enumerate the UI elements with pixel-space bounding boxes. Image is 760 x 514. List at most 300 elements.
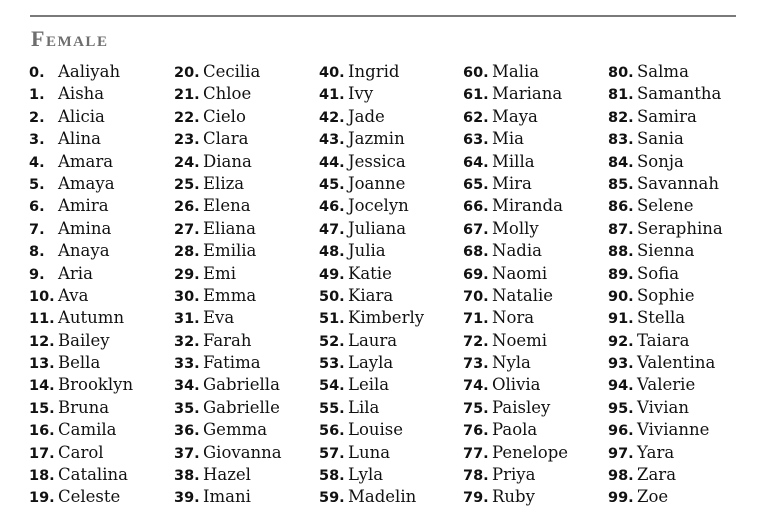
entry-name: Samantha <box>637 84 722 104</box>
list-item <box>608 61 753 83</box>
entry-number: 35. <box>174 400 200 417</box>
entry-number: 21. <box>174 87 200 104</box>
entry-name: Lyla <box>348 465 384 485</box>
name-column-2 <box>174 61 319 509</box>
entry-name: Emma <box>203 285 257 305</box>
entry-name: Gemma <box>203 420 268 440</box>
entry-name: Seraphina <box>637 218 723 238</box>
entry-name: Giovanna <box>203 442 282 462</box>
entry-number: 91. <box>608 311 634 328</box>
entry-name: Amaya <box>58 173 115 193</box>
entry-number: 93. <box>608 356 634 373</box>
list-item <box>319 397 464 419</box>
list-item <box>608 374 753 396</box>
entry-number: 84. <box>608 154 634 171</box>
list-item <box>174 419 319 441</box>
entry-number: 40. <box>319 65 345 81</box>
entry-name: Natalie <box>492 285 554 305</box>
entry-number: 41. <box>319 87 345 104</box>
list-item <box>29 285 174 307</box>
entry-number: 68. <box>463 244 489 261</box>
entry-number: 46. <box>319 199 345 216</box>
entry-name: Sofia <box>637 263 680 283</box>
entry-number: 65. <box>463 176 489 193</box>
entry-number: 4. <box>29 154 45 171</box>
entry-name: Maya <box>492 106 538 126</box>
list-item <box>463 374 608 396</box>
entry-number: 89. <box>608 266 634 283</box>
entry-number: 8. <box>29 244 45 261</box>
list-item <box>608 128 753 150</box>
name-columns <box>29 61 749 509</box>
entry-number: 33. <box>174 356 200 373</box>
entry-number: 42. <box>319 109 345 126</box>
list-item <box>174 128 319 150</box>
entry-number: 45. <box>319 176 345 193</box>
entry-name: Ruby <box>492 487 535 507</box>
entry-name: Amina <box>58 218 112 238</box>
list-item <box>174 307 319 329</box>
entry-name: Lila <box>348 397 380 417</box>
entry-name: Sophie <box>637 285 695 305</box>
entry-number: 24. <box>174 154 200 171</box>
list-item <box>463 128 608 150</box>
entry-name: Autumn <box>58 308 125 328</box>
list-item <box>319 195 464 217</box>
entry-name: Vivian <box>637 397 689 417</box>
entry-name: Sienna <box>637 241 695 261</box>
entry-number: 48. <box>319 244 345 261</box>
entry-name: Katie <box>348 263 392 283</box>
entry-number: 53. <box>319 356 345 373</box>
list-item <box>174 285 319 307</box>
entry-number: 12. <box>29 333 55 350</box>
entry-name: Ingrid <box>348 62 400 81</box>
entry-number: 98. <box>608 468 634 485</box>
list-item <box>319 374 464 396</box>
list-item <box>29 240 174 262</box>
entry-name: Valerie <box>637 375 696 395</box>
entry-name: Jocelyn <box>348 196 409 216</box>
entry-name: Alina <box>58 129 101 149</box>
list-item <box>319 464 464 486</box>
entry-name: Catalina <box>58 465 128 485</box>
list-item <box>319 285 464 307</box>
entry-name: Camila <box>58 420 117 440</box>
list-item <box>174 330 319 352</box>
entry-number: 80. <box>608 65 634 81</box>
entry-number: 15. <box>29 400 55 417</box>
entry-number: 1. <box>29 87 45 104</box>
entry-number: 9. <box>29 266 45 283</box>
entry-name: Elena <box>203 196 251 216</box>
entry-number: 54. <box>319 378 345 395</box>
entry-number: 3. <box>29 132 45 149</box>
entry-number: 17. <box>29 445 55 462</box>
entry-number: 94. <box>608 378 634 395</box>
entry-name: Zoe <box>637 487 669 507</box>
list-item <box>29 486 174 508</box>
entry-name: Aisha <box>58 84 105 104</box>
entry-number: 11. <box>29 311 55 328</box>
list-item <box>174 486 319 508</box>
list-item <box>319 419 464 441</box>
list-item <box>29 106 174 128</box>
entry-name: Ivy <box>348 84 374 104</box>
list-item <box>319 240 464 262</box>
entry-name: Zara <box>637 465 677 485</box>
section-heading: Female <box>31 26 109 51</box>
list-item <box>319 330 464 352</box>
entry-number: 74. <box>463 378 489 395</box>
list-item <box>319 106 464 128</box>
entry-name: Taiara <box>637 330 690 350</box>
entry-name: Hazel <box>203 465 251 485</box>
entry-name: Molly <box>492 218 539 238</box>
entry-name: Laura <box>348 330 398 350</box>
list-item <box>608 173 753 195</box>
list-item <box>608 263 753 285</box>
name-column-5 <box>608 61 753 509</box>
entry-name: Milla <box>492 151 535 171</box>
list-item <box>29 61 174 83</box>
entry-name: Sania <box>637 129 684 149</box>
entry-name: Jazmin <box>348 129 405 149</box>
entry-name: Celeste <box>58 487 121 507</box>
list-item <box>608 240 753 262</box>
entry-number: 83. <box>608 132 634 149</box>
entry-number: 6. <box>29 199 45 216</box>
list-item <box>608 151 753 173</box>
entry-number: 76. <box>463 423 489 440</box>
entry-number: 20. <box>174 65 200 81</box>
list-item <box>463 218 608 240</box>
entry-number: 90. <box>608 288 634 305</box>
entry-name: Emilia <box>203 241 257 261</box>
entry-name: Leila <box>348 375 390 395</box>
entry-name: Amara <box>58 151 114 171</box>
entry-number: 87. <box>608 221 634 238</box>
entry-name: Bella <box>58 353 101 373</box>
list-item <box>463 61 608 83</box>
entry-number: 62. <box>463 109 489 126</box>
list-item <box>463 173 608 195</box>
entry-number: 52. <box>319 333 345 350</box>
entry-number: 23. <box>174 132 200 149</box>
entry-name: Julia <box>348 241 386 261</box>
list-item <box>29 83 174 105</box>
list-item <box>319 173 464 195</box>
entry-number: 70. <box>463 288 489 305</box>
list-item <box>29 330 174 352</box>
entry-number: 72. <box>463 333 489 350</box>
list-item <box>29 397 174 419</box>
list-item <box>463 442 608 464</box>
entry-number: 81. <box>608 87 634 104</box>
entry-name: Chloe <box>203 84 252 104</box>
entry-name: Layla <box>348 353 394 373</box>
entry-number: 49. <box>319 266 345 283</box>
entry-number: 86. <box>608 199 634 216</box>
list-item <box>319 307 464 329</box>
entry-number: 27. <box>174 221 200 238</box>
entry-name: Mariana <box>492 84 563 104</box>
entry-name: Priya <box>492 465 536 485</box>
entry-number: 73. <box>463 356 489 373</box>
entry-name: Anaya <box>58 241 110 261</box>
list-item <box>174 464 319 486</box>
entry-name: Gabrielle <box>203 397 280 417</box>
list-item <box>29 151 174 173</box>
list-item <box>608 195 753 217</box>
list-item <box>174 240 319 262</box>
list-item <box>608 486 753 508</box>
list-item <box>319 352 464 374</box>
name-column-3 <box>319 61 464 509</box>
list-item <box>174 218 319 240</box>
entry-name: Fatima <box>203 353 261 373</box>
entry-number: 66. <box>463 199 489 216</box>
entry-number: 71. <box>463 311 489 328</box>
entry-name: Mia <box>492 129 525 149</box>
entry-name: Salma <box>637 62 689 81</box>
entry-name: Cecilia <box>203 62 261 81</box>
entry-name: Carol <box>58 442 104 462</box>
entry-number: 77. <box>463 445 489 462</box>
list-item <box>319 442 464 464</box>
entry-name: Brooklyn <box>58 375 134 395</box>
entry-number: 32. <box>174 333 200 350</box>
entry-name: Joanne <box>348 173 406 193</box>
entry-name: Nyla <box>492 353 531 373</box>
entry-number: 51. <box>319 311 345 328</box>
entry-number: 56. <box>319 423 345 440</box>
list-item <box>463 83 608 105</box>
entry-name: Nora <box>492 308 535 328</box>
entry-name: Eliana <box>203 218 256 238</box>
list-item <box>319 486 464 508</box>
entry-number: 92. <box>608 333 634 350</box>
list-item <box>463 195 608 217</box>
entry-number: 61. <box>463 87 489 104</box>
entry-name: Stella <box>637 308 686 328</box>
list-item <box>29 374 174 396</box>
list-item <box>29 464 174 486</box>
entry-number: 57. <box>319 445 345 462</box>
entry-number: 38. <box>174 468 200 485</box>
entry-name: Jessica <box>348 151 406 171</box>
name-column-4 <box>463 61 608 509</box>
entry-number: 58. <box>319 468 345 485</box>
list-item <box>29 307 174 329</box>
entry-name: Emi <box>203 263 236 283</box>
entry-number: 85. <box>608 176 634 193</box>
entry-name: Kimberly <box>348 308 425 328</box>
list-item <box>29 263 174 285</box>
entry-number: 64. <box>463 154 489 171</box>
entry-number: 99. <box>608 490 634 507</box>
list-item <box>29 419 174 441</box>
entry-name: Eliza <box>203 173 245 193</box>
entry-name: Bruna <box>58 397 110 417</box>
entry-number: 50. <box>319 288 345 305</box>
entry-number: 88. <box>608 244 634 261</box>
list-item <box>463 419 608 441</box>
entry-name: Paola <box>492 420 538 440</box>
list-item <box>463 240 608 262</box>
entry-number: 39. <box>174 490 200 507</box>
entry-name: Miranda <box>492 196 563 216</box>
list-item <box>608 419 753 441</box>
entry-name: Aaliyah <box>58 62 121 81</box>
entry-name: Malia <box>492 62 540 81</box>
list-item <box>463 151 608 173</box>
list-item <box>29 195 174 217</box>
list-item <box>608 442 753 464</box>
entry-name: Vivianne <box>637 420 710 440</box>
entry-name: Ava <box>58 285 89 305</box>
list-item <box>174 106 319 128</box>
entry-name: Diana <box>203 151 252 171</box>
entry-name: Bailey <box>58 330 110 350</box>
list-item <box>463 352 608 374</box>
list-item <box>608 106 753 128</box>
list-item <box>608 307 753 329</box>
entry-name: Olivia <box>492 375 541 395</box>
list-item <box>29 218 174 240</box>
entry-number: 82. <box>608 109 634 126</box>
entry-name: Selene <box>637 196 694 216</box>
entry-name: Gabriella <box>203 375 280 395</box>
top-rule <box>30 15 736 17</box>
entry-number: 28. <box>174 244 200 261</box>
list-item <box>174 442 319 464</box>
entry-name: Amira <box>58 196 109 216</box>
list-item <box>174 173 319 195</box>
list-item <box>463 330 608 352</box>
entry-name: Cielo <box>203 106 246 126</box>
list-item <box>319 263 464 285</box>
entry-number: 14. <box>29 378 55 395</box>
list-item <box>174 151 319 173</box>
entry-number: 25. <box>174 176 200 193</box>
entry-name: Madelin <box>348 487 417 507</box>
list-item <box>608 352 753 374</box>
list-item <box>463 263 608 285</box>
entry-name: Sonja <box>637 151 684 171</box>
list-item <box>319 151 464 173</box>
list-item <box>174 195 319 217</box>
list-item <box>608 397 753 419</box>
entry-name: Alicia <box>58 106 105 126</box>
entry-name: Penelope <box>492 442 569 462</box>
entry-number: 59. <box>319 490 345 507</box>
list-item <box>463 464 608 486</box>
list-item <box>319 128 464 150</box>
entry-number: 7. <box>29 221 45 238</box>
list-item <box>319 218 464 240</box>
entry-name: Naomi <box>492 263 548 283</box>
entry-name: Louise <box>348 420 404 440</box>
list-item <box>608 464 753 486</box>
entry-number: 44. <box>319 154 345 171</box>
entry-number: 22. <box>174 109 200 126</box>
list-item <box>463 307 608 329</box>
entry-number: 60. <box>463 65 489 81</box>
entry-name: Kiara <box>348 285 394 305</box>
entry-number: 30. <box>174 288 200 305</box>
entry-number: 26. <box>174 199 200 216</box>
list-item <box>29 352 174 374</box>
entry-number: 47. <box>319 221 345 238</box>
list-item <box>608 218 753 240</box>
entry-number: 18. <box>29 468 55 485</box>
entry-number: 55. <box>319 400 345 417</box>
list-item <box>319 83 464 105</box>
entry-number: 78. <box>463 468 489 485</box>
list-item <box>463 397 608 419</box>
entry-name: Farah <box>203 330 252 350</box>
list-item <box>463 285 608 307</box>
entry-number: 2. <box>29 109 45 126</box>
entry-number: 96. <box>608 423 634 440</box>
entry-number: 63. <box>463 132 489 149</box>
entry-name: Paisley <box>492 397 551 417</box>
entry-number: 16. <box>29 423 55 440</box>
list-item <box>174 83 319 105</box>
list-item <box>174 352 319 374</box>
entry-number: 29. <box>174 266 200 283</box>
list-item <box>29 173 174 195</box>
list-item <box>174 61 319 83</box>
entry-name: Valentina <box>637 353 716 373</box>
list-item <box>174 263 319 285</box>
entry-name: Mira <box>492 173 532 193</box>
entry-number: 69. <box>463 266 489 283</box>
entry-number: 79. <box>463 490 489 507</box>
list-item <box>29 128 174 150</box>
entry-number: 10. <box>29 288 55 305</box>
name-column-1 <box>29 61 174 509</box>
entry-name: Yara <box>637 442 675 462</box>
entry-number: 75. <box>463 400 489 417</box>
list-item <box>319 61 464 83</box>
entry-number: 67. <box>463 221 489 238</box>
list-item <box>608 83 753 105</box>
entry-name: Clara <box>203 129 249 149</box>
entry-number: 31. <box>174 311 200 328</box>
list-item <box>29 442 174 464</box>
list-item <box>608 330 753 352</box>
entry-name: Nadia <box>492 241 542 261</box>
entry-number: 97. <box>608 445 634 462</box>
entry-number: 37. <box>174 445 200 462</box>
entry-name: Eva <box>203 308 235 328</box>
entry-name: Savannah <box>637 173 720 193</box>
list-item <box>174 397 319 419</box>
entry-number: 0. <box>29 65 45 81</box>
entry-name: Noemi <box>492 330 548 350</box>
entry-name: Imani <box>203 487 251 507</box>
entry-number: 13. <box>29 356 55 373</box>
entry-number: 95. <box>608 400 634 417</box>
entry-name: Luna <box>348 442 391 462</box>
entry-name: Juliana <box>348 218 407 238</box>
entry-name: Samira <box>637 106 697 126</box>
list-item <box>608 285 753 307</box>
entry-number: 5. <box>29 176 45 193</box>
entry-number: 43. <box>319 132 345 149</box>
